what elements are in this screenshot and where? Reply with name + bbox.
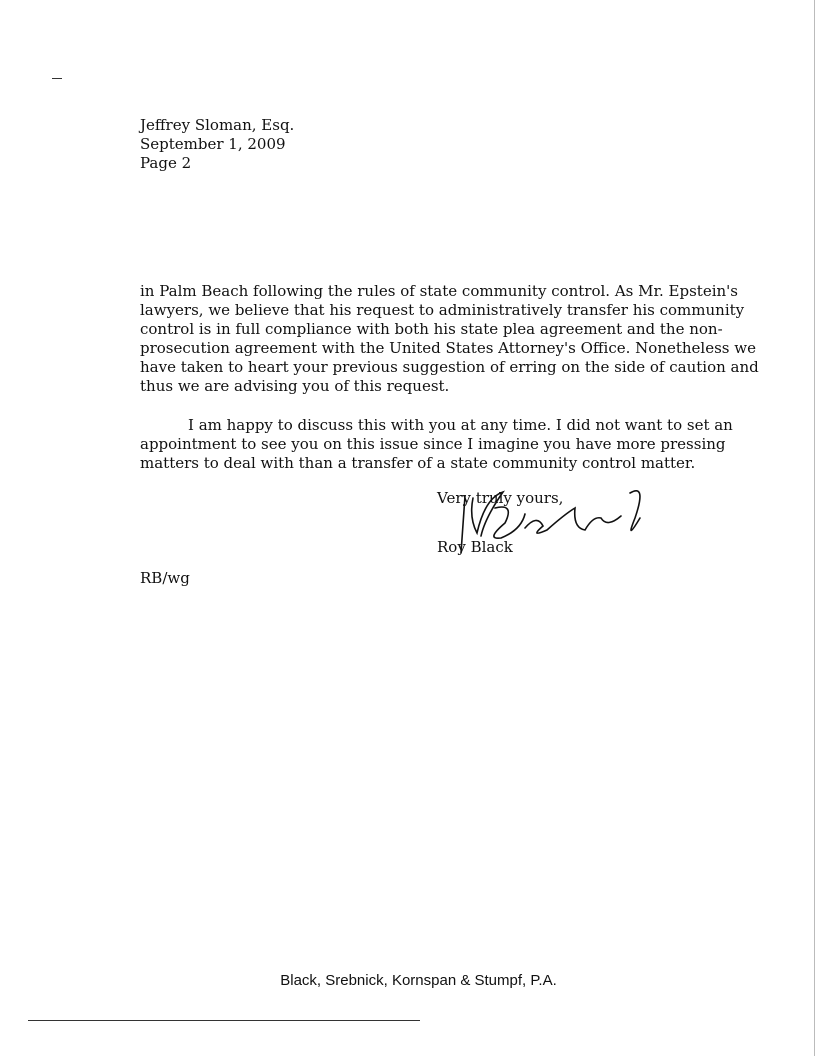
body-line: matters to deal with than a transfer of a state community control matter. xyxy=(140,454,696,472)
signatory-name: Roy Black xyxy=(437,538,513,556)
body-line: appointment to see you on this issue since I imagine you have more pressing xyxy=(140,435,726,453)
body-line: in Palm Beach following the rules of state community control. As Mr. Epstein's xyxy=(140,282,738,300)
body-line: I am happy to discuss this with you at any time. I did not want to set an xyxy=(188,416,733,434)
recipient: Jeffrey Sloman, Esq. xyxy=(140,116,295,134)
closing: Very truly yours, xyxy=(437,489,564,507)
letter-date: September 1, 2009 xyxy=(140,135,286,153)
footer-rule xyxy=(28,1020,420,1021)
body-line: lawyers, we believe that his request to administratively transfer his community xyxy=(140,301,745,319)
body-line: control is in full compliance with both his state plea agreement and the non- xyxy=(140,320,723,338)
body-line: prosecution agreement with the United States Attorney's Office. Nonetheless we xyxy=(140,339,756,357)
scan-mark xyxy=(52,78,62,79)
page-edge xyxy=(814,0,815,1056)
page-number: Page 2 xyxy=(140,154,192,172)
body-line: have taken to heart your previous suggestion of erring on the side of caution and xyxy=(140,358,759,376)
body-line: thus we are advising you of this request. xyxy=(140,377,450,395)
firm-footer: Black, Srebnick, Kornspan & Stumpf, P.A. xyxy=(280,972,557,989)
typist-initials: RB/wg xyxy=(140,569,190,587)
